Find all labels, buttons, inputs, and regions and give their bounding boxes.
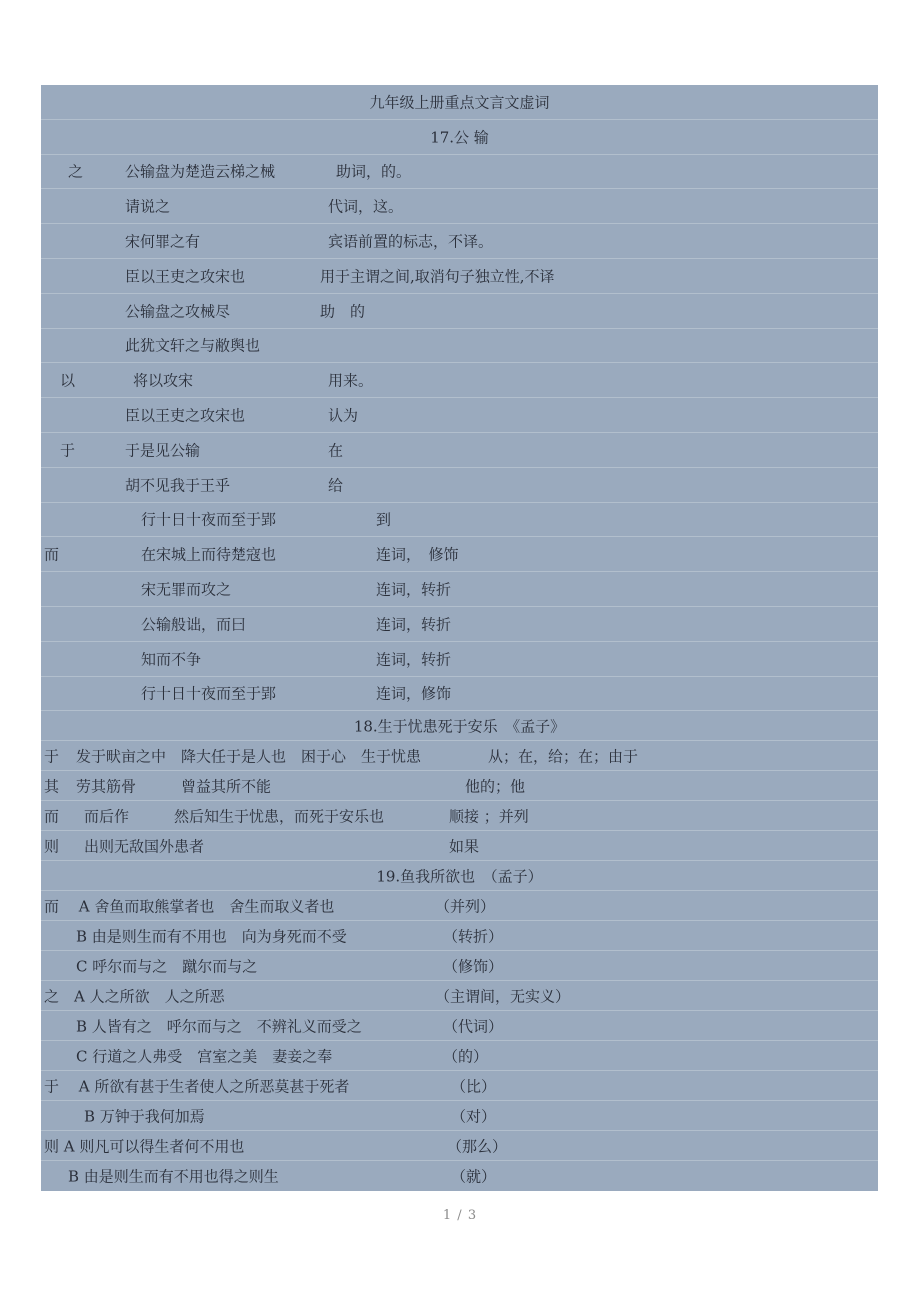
example-sentence: 宋无罪而攻之 [141,580,232,599]
function-word: 于 [44,747,60,766]
function-word: 而 [44,545,60,564]
table-row [41,921,878,951]
example-sentence: 行十日十夜而至于郢 [141,510,277,529]
example-sentence: 公输盘之攻械尽 [125,302,231,321]
example-sentence: C 呼尔而与之 蹴尔而与之 [76,957,258,976]
table-row [41,259,878,294]
word-meaning: 宾语前置的标志，不译。 [328,232,494,251]
example-sentence: B 由是则生而有不用也 向为身死而不受 [76,927,347,946]
example-sentence: 劳其筋骨 曾益其所不能 [76,777,272,796]
table-row [41,1131,878,1161]
table-row [41,891,878,921]
word-meaning: 用于主谓之间,取消句子独立性,不译 [320,267,555,286]
table-row [41,741,878,771]
vocabulary-table [41,85,878,1191]
word-meaning: 代词，这。 [328,197,404,216]
table-row [41,1011,878,1041]
word-meaning: 连词，修饰 [376,684,452,703]
word-meaning: 他的；他 [465,777,526,796]
example-sentence: 臣以王吏之攻宋也 [125,267,246,286]
example-sentence: 行十日十夜而至于郢 [141,684,277,703]
example-sentence: 发于畎亩之中 降大任于是人也 困于心 生于忧患 [76,747,422,766]
table-row [41,1071,878,1101]
table-row [41,642,878,677]
table-row [41,771,878,801]
page-number: 1 / 3 [442,1208,478,1223]
word-meaning: （比） [451,1077,497,1096]
table-row [41,189,878,224]
word-meaning: 给 [328,476,344,495]
example-sentence: 将以攻宋 [133,371,194,390]
example-sentence: 公输般诎，而曰 [141,615,247,634]
table-row [41,433,878,468]
table-row [41,224,878,259]
function-word: 而 [44,807,60,826]
table-row [41,951,878,981]
example-sentence: 公输盘为楚造云梯之械 [125,162,276,181]
table-row [41,677,878,712]
word-meaning: 助词，的。 [336,162,412,181]
table-row [41,294,878,329]
table-row [41,468,878,503]
table-row [41,1041,878,1071]
table-row [41,572,878,607]
word-meaning: 认为 [328,406,359,425]
word-meaning: （那么） [447,1137,508,1156]
word-meaning: 连词，转折 [376,650,452,669]
table-row [41,1161,878,1191]
example-sentence: 于是见公输 [125,441,201,460]
example-sentence: 臣以王吏之攻宋也 [125,406,246,425]
page-title: 九年级上册重点文言文虚词 [369,93,550,112]
word-meaning: 用来。 [328,371,374,390]
table-row [41,398,878,433]
word-meaning: 连词， 修饰 [376,545,459,564]
word-meaning: （修饰） [443,957,504,976]
example-sentence: 而后作 然后知生于忧患，而死于安乐也 [84,807,385,826]
example-sentence: 则 A 则凡可以得生者何不用也 [44,1137,245,1156]
section-heading: 17.公 输 [430,128,489,147]
example-sentence: 知而不争 [141,650,202,669]
section-heading-row [41,120,878,155]
word-meaning: 如果 [449,837,480,856]
function-word: 以 [60,371,76,390]
table-row [41,607,878,642]
example-sentence: 出则无敌国外患者 [84,837,205,856]
table-row [41,503,878,538]
example-sentence: B 由是则生而有不用也得之则生 [68,1167,279,1186]
example-sentence: 在宋城上而待楚寇也 [141,545,277,564]
example-sentence: 此犹文轩之与敝舆也 [125,336,261,355]
word-meaning: 顺接 ；并列 [449,807,529,826]
section-heading: 18.生于忧患死于安乐 《孟子》 [353,717,566,736]
word-meaning: （代词） [443,1017,504,1036]
word-meaning: 连词，转折 [376,615,452,634]
word-meaning: 在 [328,441,344,460]
word-meaning: 连词，转折 [376,580,452,599]
word-meaning: 助 的 [320,302,366,321]
example-sentence: 之 A 人之所欲 人之所恶 [44,987,225,1006]
word-meaning: 从；在，给；在；由于 [488,747,639,766]
example-sentence: 宋何罪之有 [125,232,201,251]
word-meaning: （就） [451,1167,497,1186]
example-sentence: 请说之 [125,197,171,216]
section-heading-row [41,861,878,891]
function-word: 之 [68,162,84,181]
table-row [41,155,878,190]
example-sentence: 于 A 所欲有甚于生者使人之所恶莫甚于死者 [44,1077,350,1096]
section-heading-row [41,711,878,741]
table-row [41,363,878,398]
function-word: 于 [60,441,76,460]
word-meaning: 到 [376,510,392,529]
section-heading: 19.鱼我所欲也 （孟子） [376,867,543,886]
function-word: 其 [44,777,60,796]
table-row [41,1101,878,1131]
table-row [41,981,878,1011]
function-word: 则 [44,837,60,856]
table-row [41,801,878,831]
word-meaning: （对） [451,1107,497,1126]
table-row [41,831,878,861]
word-meaning: （转折） [443,927,504,946]
example-sentence: 胡不见我于王乎 [125,476,231,495]
table-title-row [41,85,878,120]
example-sentence: C 行道之人弗受 宫室之美 妻妾之奉 [76,1047,333,1066]
example-sentence: B 万钟于我何加焉 [84,1107,205,1126]
word-meaning: （的） [443,1047,489,1066]
example-sentence: B 人皆有之 呼尔而与之 不辨礼义而受之 [76,1017,362,1036]
table-row [41,537,878,572]
word-meaning: （并列） [435,897,496,916]
word-meaning: （主谓间，无实义） [435,987,571,1006]
table-row [41,329,878,364]
example-sentence: 而 A 舍鱼而取熊掌者也 舍生而取义者也 [44,897,335,916]
